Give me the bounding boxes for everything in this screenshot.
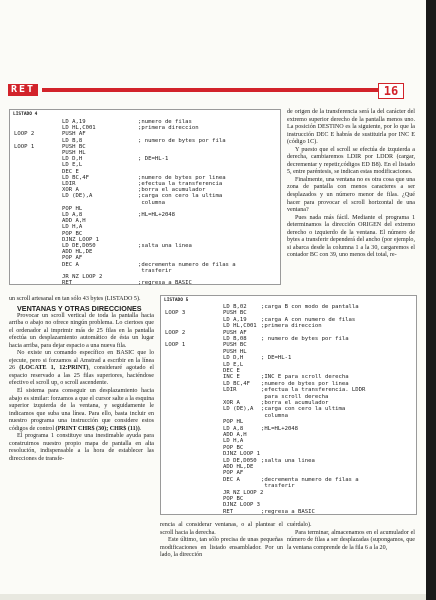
code-instruction: PUSH BC bbox=[62, 143, 86, 150]
text-run: , consideraré agotado el espacio reservado a las 25 filas superiores, haciéndose efectivo el scroll up, o scroll ascendente. bbox=[9, 365, 154, 387]
code-instruction: LD B,02 bbox=[223, 304, 247, 310]
code-instruction: POP HL bbox=[223, 419, 244, 426]
code-comment: ; DE=HL-1 bbox=[138, 156, 169, 163]
code-instruction: INC E bbox=[223, 374, 240, 381]
inline-code: (PRINT CHR$ (30); CHR$ (11)) bbox=[55, 425, 140, 432]
code-comment: ; numero de bytes por fila bbox=[261, 336, 349, 342]
paragraph: Y puesto que el scroll se efectúa de izquierda a derecha, cambiaremos LDIR por LDDR (cargar, decrementar y repetir,códigos ED B8). En el listado 5, entre paréntesis, se indican estas modificaciones. bbox=[287, 146, 415, 176]
listing-5-title: LISTADO 5 bbox=[164, 298, 189, 303]
code-instruction: DJNZ LOOP 3 bbox=[223, 502, 261, 509]
code-instruction: PUSH BC bbox=[223, 342, 247, 349]
code-instruction: LD (DE),A bbox=[62, 193, 93, 200]
paragraph: un scroll artesanal en tan sólo 43 bytes (LISTADO 5). bbox=[9, 296, 141, 302]
code-comment: columna bbox=[138, 199, 165, 206]
middle-column-bottom bbox=[160, 522, 283, 560]
code-instruction: ADD A,H bbox=[62, 218, 86, 225]
paragraph: cuérdalo). bbox=[287, 522, 312, 528]
code-instruction: DEC A bbox=[223, 476, 240, 483]
right-column-bottom bbox=[287, 522, 415, 552]
code-instruction: POP HL bbox=[62, 205, 83, 212]
listing-4-title: LISTADO 4 bbox=[13, 112, 38, 117]
code-instruction: RET bbox=[62, 280, 73, 287]
code-label: LOOP 3 bbox=[165, 310, 186, 317]
code-instruction: PUSH BC bbox=[223, 310, 247, 317]
code-comment: ;primera direccion bbox=[261, 323, 322, 330]
code-instruction: LD HL,C001 bbox=[223, 323, 257, 330]
code-instruction: LD E,L bbox=[223, 361, 244, 368]
code-instruction: LD H,A bbox=[62, 224, 83, 231]
code-instruction: ADD HL,DE bbox=[62, 249, 93, 256]
inline-code: (LOCATE 1, 12:PRINT) bbox=[19, 365, 89, 372]
code-comment: trasferir bbox=[261, 483, 295, 490]
code-line bbox=[10, 279, 280, 287]
code-comment: ; numero de bytes por fila bbox=[138, 137, 226, 144]
code-comment: ;borra el acumulador bbox=[138, 187, 206, 194]
code-instruction: DEC E bbox=[223, 368, 240, 374]
paragraph: Pues nada más fácil. Mediante el programa 1 determinamos la dirección ORIGEN del extremo derecho o izquierdo de la ventana. El número de bytes a transferir dependerá del ancho (por ejemplo, si abarca desde la columna 1 a la 30, cargaremos el contador BC con 39, uno menos del total, re- bbox=[287, 214, 415, 259]
code-comment: ;borra el acumulador bbox=[261, 400, 329, 406]
code-instruction: LD B,08 bbox=[223, 336, 247, 342]
code-comment: ;HL=HL+2048 bbox=[138, 212, 176, 218]
code-instruction: RET bbox=[223, 508, 234, 515]
code-instruction: LD A,19 bbox=[223, 316, 247, 323]
code-instruction: POP AF bbox=[223, 470, 244, 477]
code-comment: ;regresa a BASIC bbox=[261, 508, 315, 515]
code-label: LOOP 2 bbox=[14, 131, 35, 138]
code-instruction: DEC E bbox=[62, 168, 79, 175]
code-instruction: LDIR bbox=[62, 181, 76, 187]
code-instruction: PUSH HL bbox=[62, 150, 86, 156]
code-line bbox=[161, 508, 416, 516]
code-instruction: DJNZ LOOP 1 bbox=[223, 451, 261, 458]
code-instruction: LD BC,4F bbox=[223, 380, 250, 387]
paragraph: rencia al considerar ventanas, o al plantear el scroll hacia la derecha. bbox=[160, 522, 283, 536]
code-instruction: LD DE,D050 bbox=[62, 243, 96, 249]
code-comment: ;regresa a BASIC bbox=[138, 280, 192, 287]
paragraph: de origen de la transferencia será la del carácter del extremo superior derecho de la pantalla menos uno. La posición DESTINO es la siguiente, por lo que la instrucción DEC E habrás de sustituirla por INC E (código 1C). bbox=[287, 109, 415, 146]
page-edge bbox=[426, 0, 436, 600]
code-comment: ;primera direccion bbox=[138, 125, 199, 132]
code-instruction: PUSH HL bbox=[223, 348, 247, 355]
code-instruction: LD A,8 bbox=[223, 425, 244, 432]
page-header bbox=[8, 84, 404, 96]
code-instruction: LD D,H bbox=[223, 355, 244, 362]
code-label: LOOP 1 bbox=[165, 342, 186, 349]
code-instruction: XOR A bbox=[62, 187, 79, 194]
paragraph: Este último, tan sólo precisa de unas pequeñas modificaciones en listado ensamblador. Por un lado, la dirección bbox=[160, 537, 283, 559]
code-comment: trasferir bbox=[138, 267, 172, 274]
code-instruction: LD D,H bbox=[62, 156, 83, 163]
header-rule bbox=[42, 88, 378, 92]
page-number: 16 bbox=[378, 83, 404, 99]
paragraph: El programa 1 constituye una inestimable ayuda para construirnos nuestro propio mapa de pantalla en alta resolución, indispensable a la hora de establecer las direcciones de transfe- bbox=[9, 433, 154, 462]
code-label: LOOP 2 bbox=[165, 329, 186, 336]
paragraph bbox=[9, 350, 154, 388]
paragraph: Finalmente, una ventana no es otra cosa que una zona de pantalla con menos caracteres a ser desplazados y un número menor de filas. ¿Qué hacer para provocar el scroll horizontal de una ventana? bbox=[287, 176, 415, 214]
code-instruction: DJNZ LOOP 1 bbox=[62, 236, 100, 243]
code-comment: ;HL=HL+2048 bbox=[261, 425, 299, 432]
code-instruction: JR NZ LOOP 2 bbox=[62, 274, 103, 280]
code-comment: ;salta una linea bbox=[138, 243, 192, 249]
code-instruction: LD A,8 bbox=[62, 212, 83, 218]
code-instruction: POP BC bbox=[62, 230, 83, 237]
section-heading: VENTANAS Y OTRAS DIRECCIONES bbox=[17, 303, 142, 313]
code-instruction: LDIR bbox=[223, 387, 237, 394]
code-instruction: POP BC bbox=[223, 496, 244, 502]
code-comment: ;decrementa numero de filas a bbox=[138, 261, 236, 268]
listing-5 bbox=[160, 295, 417, 515]
code-instruction: LD DE,D050 bbox=[223, 457, 257, 464]
text-run: El sistema para conseguir un desplazamiento hacia abajo es similar: forzamos a que el cursor salte a la esquina superior izquierda de la ventana, y seguidamente le indicamos que suba una línea. Para ello, basta incluir en nuestro programa una instrucción que considere estos códigos de control bbox=[9, 388, 154, 432]
code-instruction: LD A,19 bbox=[62, 119, 86, 125]
code-instruction: PUSH AF bbox=[62, 131, 86, 138]
left-column bbox=[9, 296, 154, 463]
code-comment: ;decrementa numero de filas a bbox=[261, 476, 359, 483]
code-instruction: XOR A bbox=[223, 400, 240, 406]
code-comment: ; DE=HL-1 bbox=[261, 355, 292, 362]
code-instruction: ADD A,H bbox=[223, 432, 247, 438]
code-comment: ;efectua la transferencia. LDDR bbox=[261, 387, 366, 394]
code-instruction: ADD HL,DE bbox=[223, 464, 254, 470]
code-instruction: POP BC bbox=[223, 444, 244, 451]
paragraph: Para terminar, almacenamos en el acumulador el número de filas a ser desplazadas (supongamos, que la ventana comprende de la fila 6 a la 20, bbox=[287, 529, 415, 551]
code-comment: para scroll derecha bbox=[261, 393, 329, 400]
code-instruction: LD H,A bbox=[223, 438, 244, 445]
paragraph bbox=[9, 388, 154, 433]
listing-4 bbox=[9, 109, 281, 285]
code-instruction: LD (DE),A bbox=[223, 406, 254, 413]
text-run: No existe un comando específico en BASIC que lo ejecute, pero si forzamos al Amstrad a escribir en la línea 26 bbox=[9, 350, 154, 372]
code-instruction: PUSH AF bbox=[223, 329, 247, 336]
code-comment: ;carga B con modo de pantalla bbox=[261, 304, 359, 310]
code-comment: ;carga con cero la ultima bbox=[261, 406, 346, 413]
code-comment: ;numero de bytes por linea bbox=[138, 174, 226, 181]
code-comment: ;carga con cero la ultima bbox=[138, 193, 223, 200]
code-comment: ;numero de bytes por linea bbox=[261, 380, 349, 387]
code-instruction: LD E,L bbox=[62, 162, 83, 169]
code-instruction: LD HL,C001 bbox=[62, 125, 96, 132]
code-comment: columna bbox=[261, 412, 288, 419]
code-comment: ;efectua la transferencia bbox=[138, 181, 223, 187]
code-instruction: POP AF bbox=[62, 255, 83, 262]
code-comment: ;INC E para scroll derecha bbox=[261, 374, 349, 381]
text-run: . bbox=[139, 425, 142, 432]
page-footer-strip bbox=[0, 594, 426, 600]
right-column-top bbox=[287, 109, 415, 260]
code-instruction: DEC A bbox=[62, 261, 79, 268]
paragraph: Provocar un scroll vertical de toda la pantalla hacia arriba o abajo no ofrece ningún problema. Lo ciertoes que el ordenador al imprimir más de 25 filas en la pantalla efectúa un desplazamiento automático de ésta un lugar hacia arriba, para dejar espacio a una nueva fila. bbox=[9, 312, 154, 349]
code-instruction: LD B,8 bbox=[62, 137, 83, 144]
code-label: LOOP 1 bbox=[14, 143, 35, 150]
code-comment: ;carga A con numero de filas bbox=[261, 316, 356, 323]
code-instruction: JR NZ LOOP 2 bbox=[223, 489, 264, 496]
code-comment: ;salta una linea bbox=[261, 457, 315, 464]
code-comment: ;numero de filas bbox=[138, 119, 192, 125]
code-instruction: LD BC,4F bbox=[62, 174, 89, 181]
ret-logo: RET bbox=[8, 84, 38, 96]
